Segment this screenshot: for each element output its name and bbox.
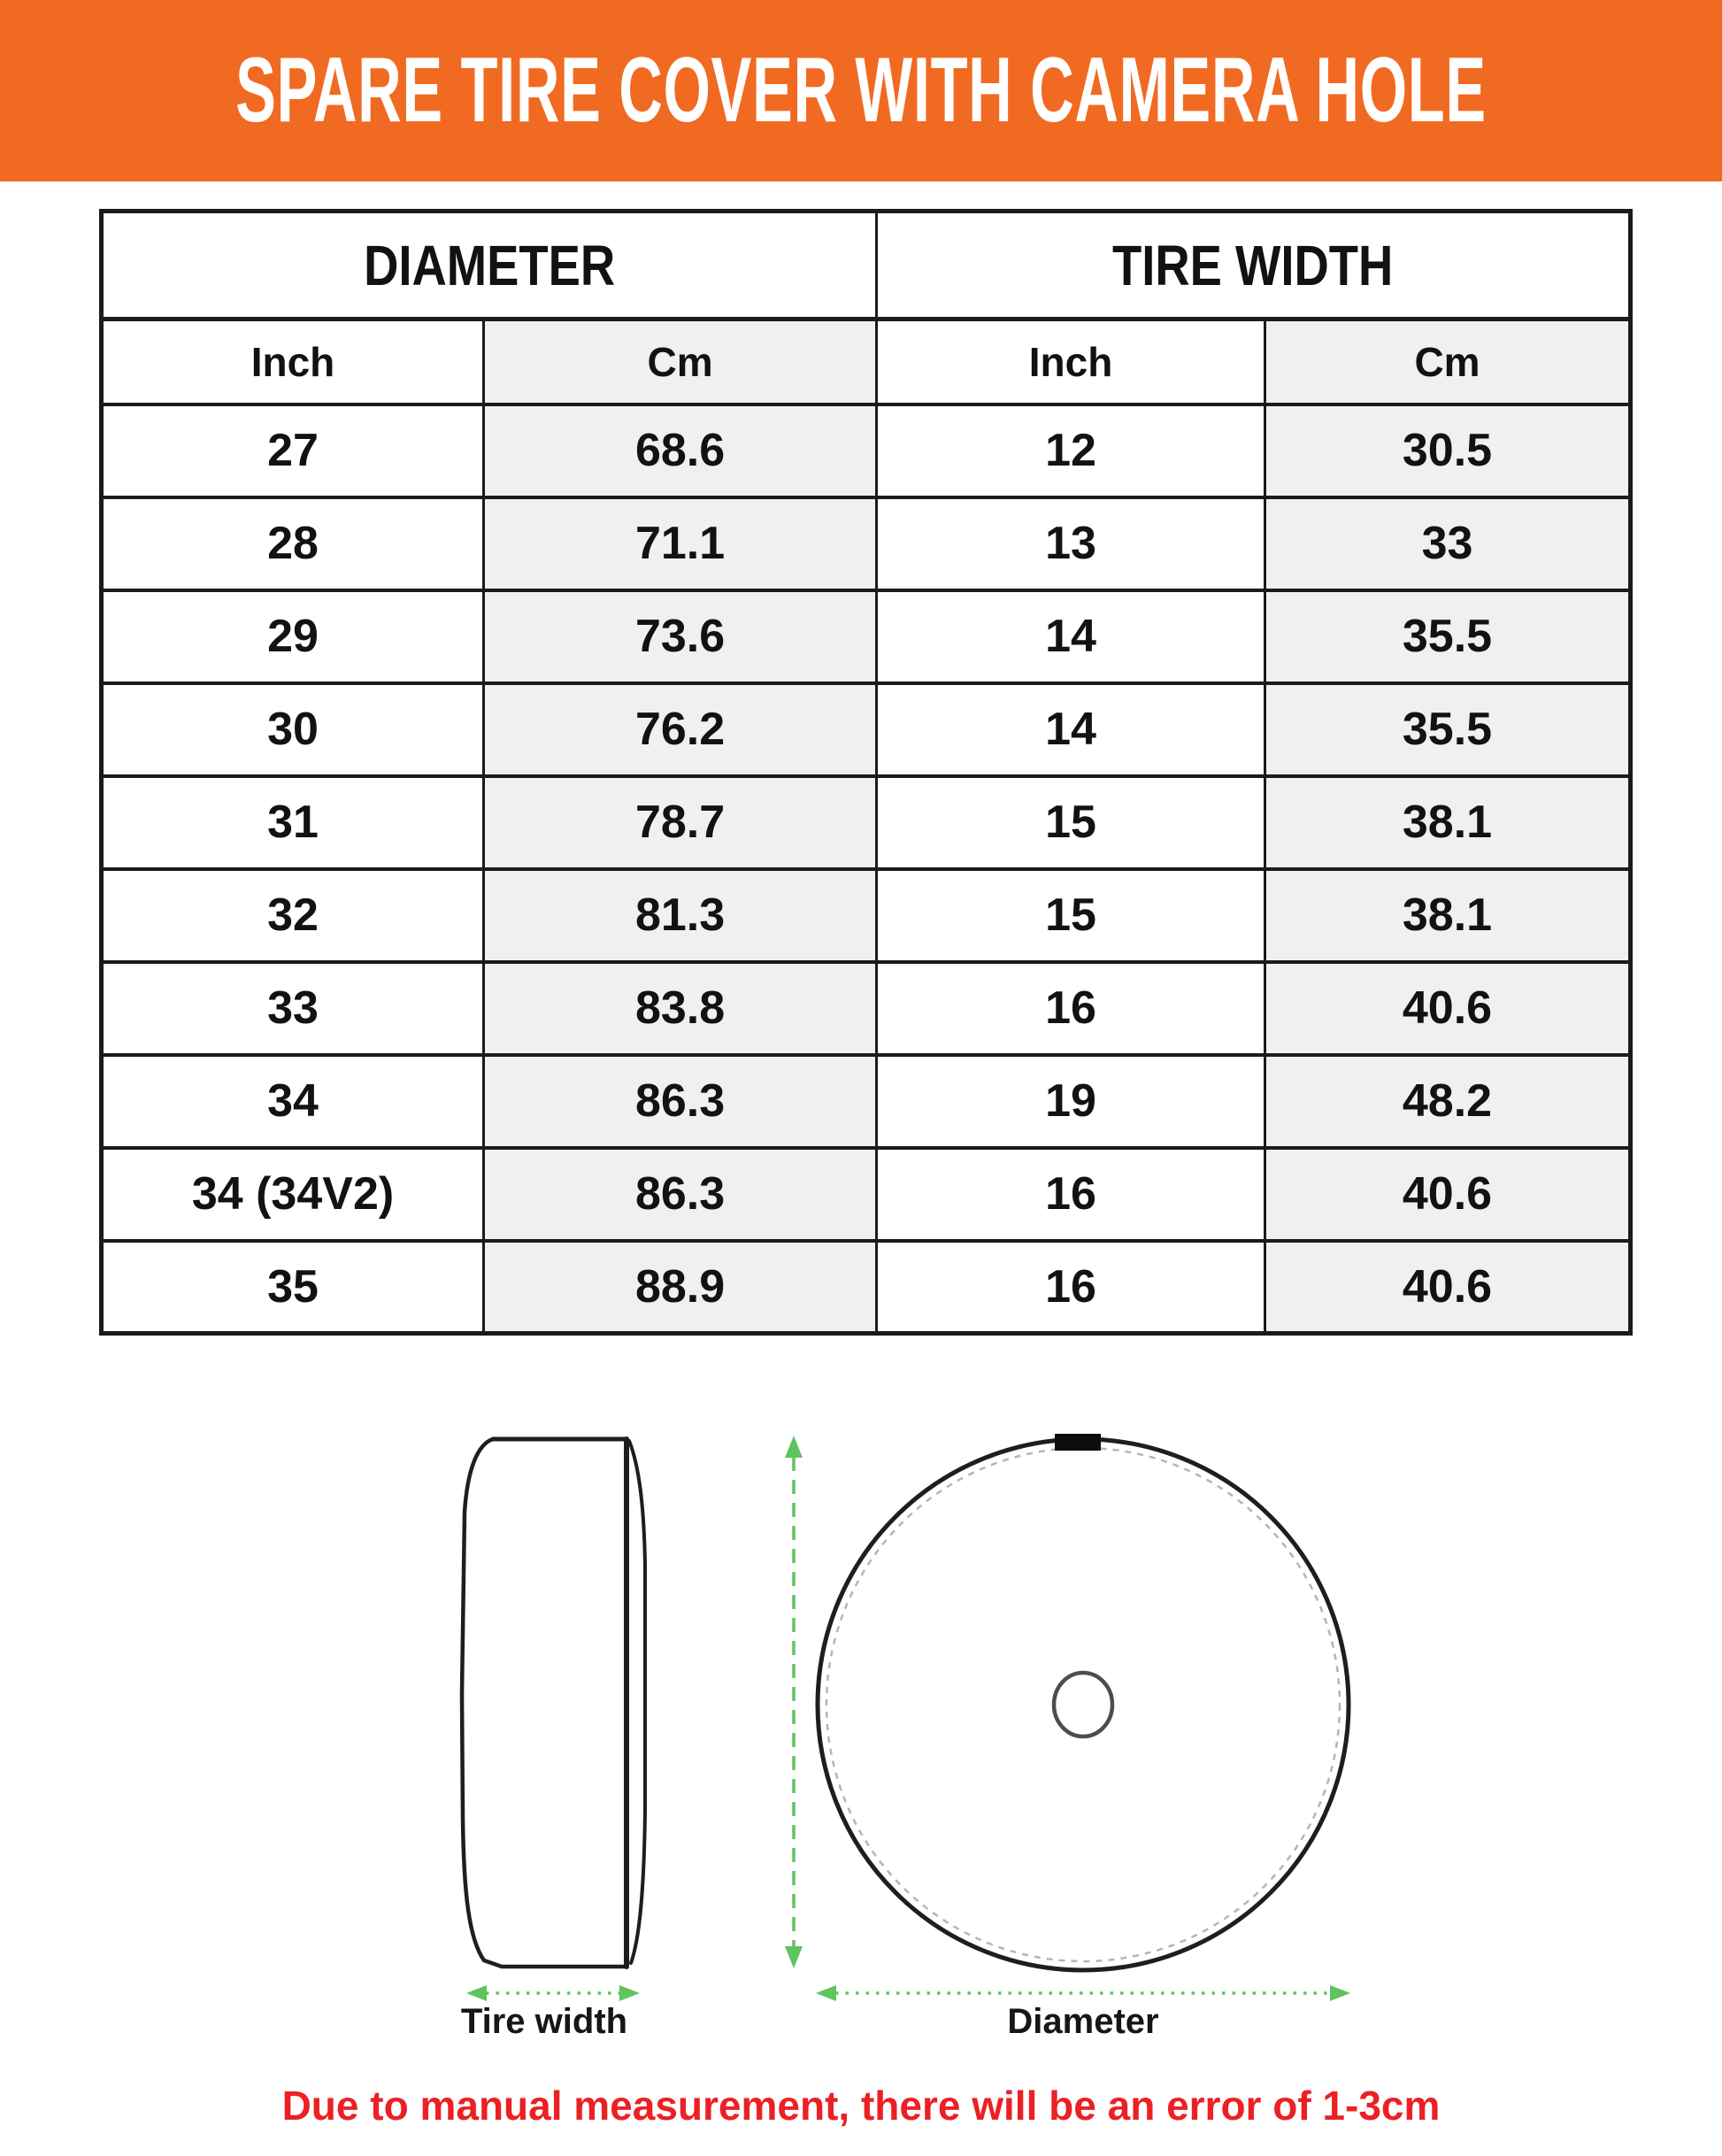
group-header-tire-width: TIRE WIDTH	[877, 212, 1631, 320]
arrowhead-down-icon	[785, 1946, 803, 1968]
table-row	[102, 1241, 1631, 1334]
table-cell: 30.5	[1265, 404, 1631, 497]
table-cell: 86.3	[484, 1055, 877, 1148]
page-title: SPARE TIRE COVER WITH CAMERA HOLE	[235, 39, 1487, 142]
table-row	[102, 590, 1631, 683]
header-banner	[0, 0, 1722, 181]
tire-front-view-drawing	[809, 1430, 1357, 1979]
table-cell: 48.2	[1265, 1055, 1631, 1148]
tire-width-label: Tire width	[460, 2002, 628, 2041]
table-cell: 13	[877, 497, 1265, 590]
table-subheader-row	[102, 320, 1631, 404]
table-cell: 33	[102, 962, 484, 1055]
valve-marker-icon	[1055, 1434, 1101, 1451]
table-cell: 15	[877, 776, 1265, 869]
diameter-vertical-arrow	[779, 1434, 809, 1970]
table-group-header-row	[102, 212, 1631, 320]
table-row	[102, 404, 1631, 497]
arrowhead-left-icon	[466, 1985, 487, 2001]
table-cell: 35.5	[1265, 590, 1631, 683]
tire-side-view-drawing	[456, 1428, 664, 1979]
table-cell: 86.3	[484, 1148, 877, 1241]
table-cell: 32	[102, 869, 484, 962]
diameter-label: Diameter	[1007, 2002, 1159, 2041]
subheader-width-inch: Inch	[877, 320, 1265, 404]
table-cell: 33	[1265, 497, 1631, 590]
table-cell: 38.1	[1265, 869, 1631, 962]
table-cell: 27	[102, 404, 484, 497]
table-cell: 34	[102, 1055, 484, 1148]
table-cell: 30	[102, 683, 484, 776]
table-cell: 14	[877, 590, 1265, 683]
arrowhead-left-icon	[816, 1985, 836, 2001]
table-row	[102, 1148, 1631, 1241]
table-row	[102, 1055, 1631, 1148]
table-row	[102, 683, 1631, 776]
table-cell: 40.6	[1265, 962, 1631, 1055]
table-cell: 35.5	[1265, 683, 1631, 776]
table-row	[102, 869, 1631, 962]
table-cell: 35	[102, 1241, 484, 1334]
table-cell: 38.1	[1265, 776, 1631, 869]
table-cell: 71.1	[484, 497, 877, 590]
size-table	[99, 209, 1633, 1336]
table-cell: 16	[877, 962, 1265, 1055]
table-cell: 81.3	[484, 869, 877, 962]
arrowhead-right-icon	[1330, 1985, 1350, 2001]
table-row	[102, 962, 1631, 1055]
table-cell: 78.7	[484, 776, 877, 869]
table-cell: 12	[877, 404, 1265, 497]
camera-hole-icon	[1054, 1673, 1112, 1736]
table-cell: 19	[877, 1055, 1265, 1148]
group-header-diameter: DIAMETER	[102, 212, 877, 320]
table-cell: 16	[877, 1148, 1265, 1241]
table-cell: 73.6	[484, 590, 877, 683]
table-row	[102, 776, 1631, 869]
table-cell: 88.9	[484, 1241, 877, 1334]
table-cell: 29	[102, 590, 484, 683]
subheader-diameter-cm: Cm	[484, 320, 877, 404]
arrowhead-right-icon	[619, 1985, 640, 2001]
table-cell: 83.8	[484, 962, 877, 1055]
table-row	[102, 497, 1631, 590]
subheader-width-cm: Cm	[1265, 320, 1631, 404]
table-cell: 31	[102, 776, 484, 869]
table-cell: 40.6	[1265, 1148, 1631, 1241]
table-cell: 76.2	[484, 683, 877, 776]
table-cell: 15	[877, 869, 1265, 962]
table-cell: 14	[877, 683, 1265, 776]
subheader-diameter-inch: Inch	[102, 320, 484, 404]
arrowhead-up-icon	[785, 1436, 803, 1458]
table-cell: 28	[102, 497, 484, 590]
table-cell: 68.6	[484, 404, 877, 497]
measurement-note: Due to manual measurement, there will be an error of 1-3cm	[281, 2083, 1441, 2129]
table-cell: 16	[877, 1241, 1265, 1334]
table-cell: 34 (34V2)	[102, 1148, 484, 1241]
table-cell: 40.6	[1265, 1241, 1631, 1334]
